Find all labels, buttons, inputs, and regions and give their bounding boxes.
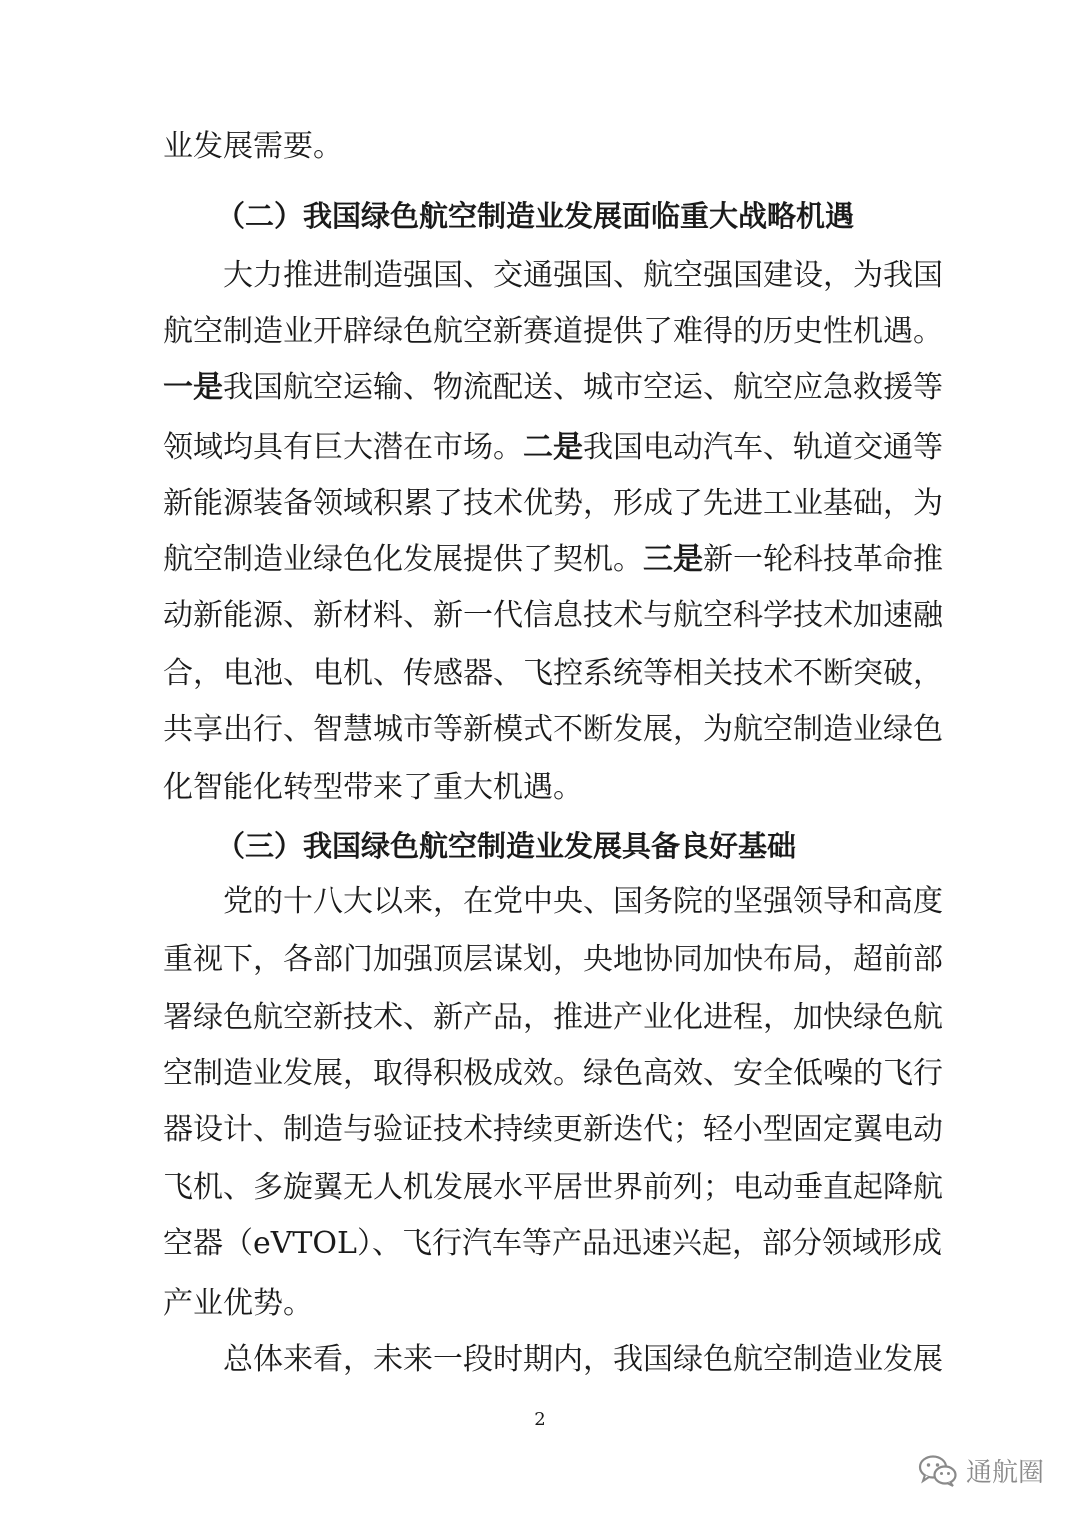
paragraph-line: 航空制造业开辟绿色航空新赛道提供了难得的历史性机遇。	[163, 314, 943, 349]
page-number: 2	[534, 1409, 546, 1430]
paragraph-line: 大力推进制造强国、交通强国、航空强国建设，为我国	[223, 258, 943, 293]
paragraph-line: 化智能化转型带来了重大机遇。	[163, 770, 583, 805]
emphasis-second: 二是	[523, 430, 583, 465]
wechat-icon	[918, 1454, 958, 1488]
watermark	[918, 1452, 1044, 1489]
paragraph-line: 党的十八大以来，在党中央、国务院的坚强领导和高度	[223, 884, 943, 919]
paragraph-line: 共享出行、智慧城市等新模式不断发展，为航空制造业绿色	[163, 712, 943, 747]
paragraph-line: 新能源装备领域积累了技术优势，形成了先进工业基础，为	[163, 486, 943, 521]
emphasis-third: 三是	[643, 542, 703, 577]
paragraph-line: 合，电池、电机、传感器、飞控系统等相关技术不断突破，	[163, 656, 943, 691]
paragraph-line	[163, 368, 943, 408]
paragraph-line	[163, 428, 943, 468]
paragraph-line: 空制造业发展，取得积极成效。绿色高效、安全低噪的飞行	[163, 1056, 943, 1091]
line-text: 我国航空运输、物流配送、城市空运、航空应急救援等	[223, 370, 943, 405]
line-text: 新一轮科技革命推	[703, 542, 943, 577]
line-text: 领域均具有巨大潜在市场。	[163, 430, 523, 465]
line-text: 航空制造业绿色化发展提供了契机。	[163, 542, 643, 577]
section-heading-3: （三）我国绿色航空制造业发展具备良好基础	[216, 829, 797, 863]
paragraph-line: 器设计、制造与验证技术持续更新迭代；轻小型固定翼电动	[163, 1112, 943, 1147]
watermark-text: 通航圈	[965, 1458, 1044, 1488]
paragraph-line: 产业优势。	[163, 1286, 313, 1321]
emphasis-first: 一是	[163, 370, 223, 405]
paragraph-line: 总体来看，未来一段时期内，我国绿色航空制造业发展	[223, 1342, 943, 1377]
paragraph-line: 飞机、多旋翼无人机发展水平居世界前列；电动垂直起降航	[163, 1170, 943, 1205]
paragraph-line: 空器（eVTOL）、飞行汽车等产品迅速兴起，部分领域形成	[163, 1226, 942, 1261]
line-text: 我国电动汽车、轨道交通等	[583, 430, 943, 465]
paragraph-line: 署绿色航空新技术、新产品，推进产业化进程，加快绿色航	[163, 1000, 943, 1035]
paragraph-line: 动新能源、新材料、新一代信息技术与航空科学技术加速融	[163, 598, 943, 633]
section-heading-2: （二）我国绿色航空制造业发展面临重大战略机遇	[216, 199, 855, 233]
paragraph-line: 业发展需要。	[163, 129, 343, 164]
paragraph-line: 重视下，各部门加强顶层谋划，央地协同加快布局，超前部	[163, 942, 943, 977]
paragraph-line	[163, 540, 943, 580]
